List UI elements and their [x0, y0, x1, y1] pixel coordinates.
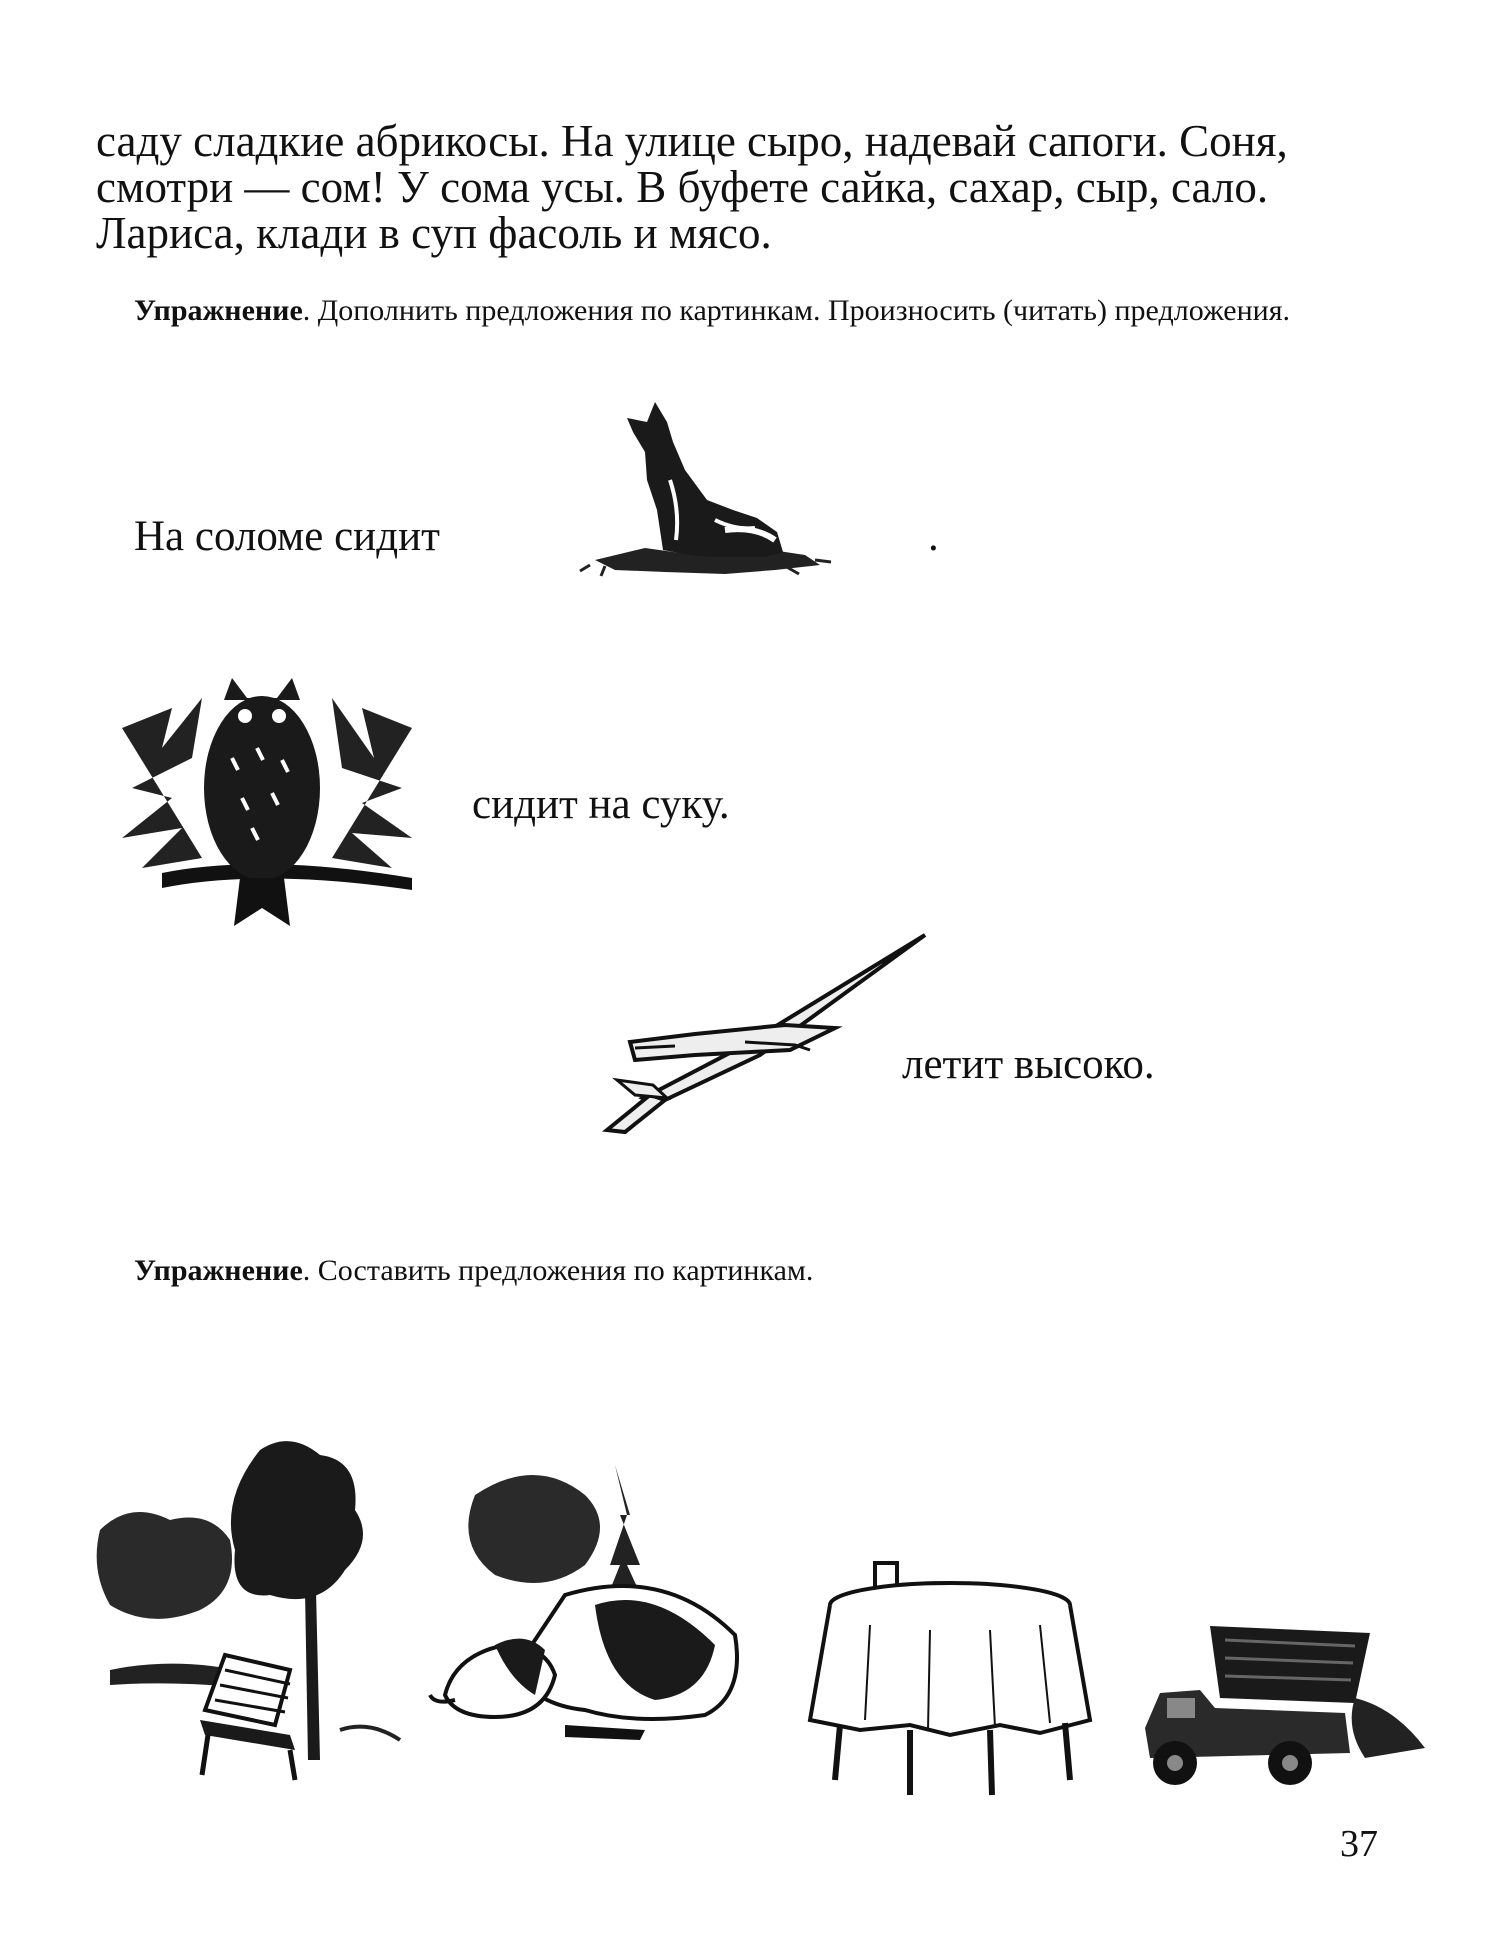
fox-illustration	[575, 360, 835, 585]
table-illustration	[800, 1555, 1100, 1800]
exercise-instruction	[134, 1250, 1459, 1292]
exercise-text: . Составить предложения по картинкам.	[302, 1254, 814, 1287]
sentence-period: .	[928, 513, 939, 560]
plane-sentence: летит высоко.	[902, 1041, 1155, 1088]
exercise-instruction	[96, 290, 1421, 332]
park-bench-illustration	[90, 1430, 420, 1792]
sleeping-dog-illustration	[415, 1455, 765, 1785]
exercise-text: . Дополнить предложения по картинкам. Произносить (читать) предложения.	[302, 294, 1290, 327]
dump-truck-illustration	[1125, 1618, 1430, 1793]
owl-sentence: сидит на суку.	[472, 781, 730, 828]
intro-line: смотри — сом! У сома усы. В буфете сайка, сахар, сыр, сало.	[96, 162, 1269, 212]
exercise-label: Упражнение	[134, 1254, 303, 1287]
owl-illustration	[112, 668, 417, 930]
intro-line: Лариса, клади в суп фасоль и мясо.	[96, 208, 772, 258]
fox-sentence: На соломе сидит	[134, 513, 440, 560]
exercise-label: Упражнение	[134, 294, 303, 327]
page-number: 37	[1340, 1823, 1378, 1865]
airplane-illustration	[595, 930, 935, 1145]
intro-line: саду сладкие абрикосы. На улице сыро, надевай сапоги. Соня,	[96, 116, 1288, 166]
intro-paragraph	[96, 118, 1421, 256]
